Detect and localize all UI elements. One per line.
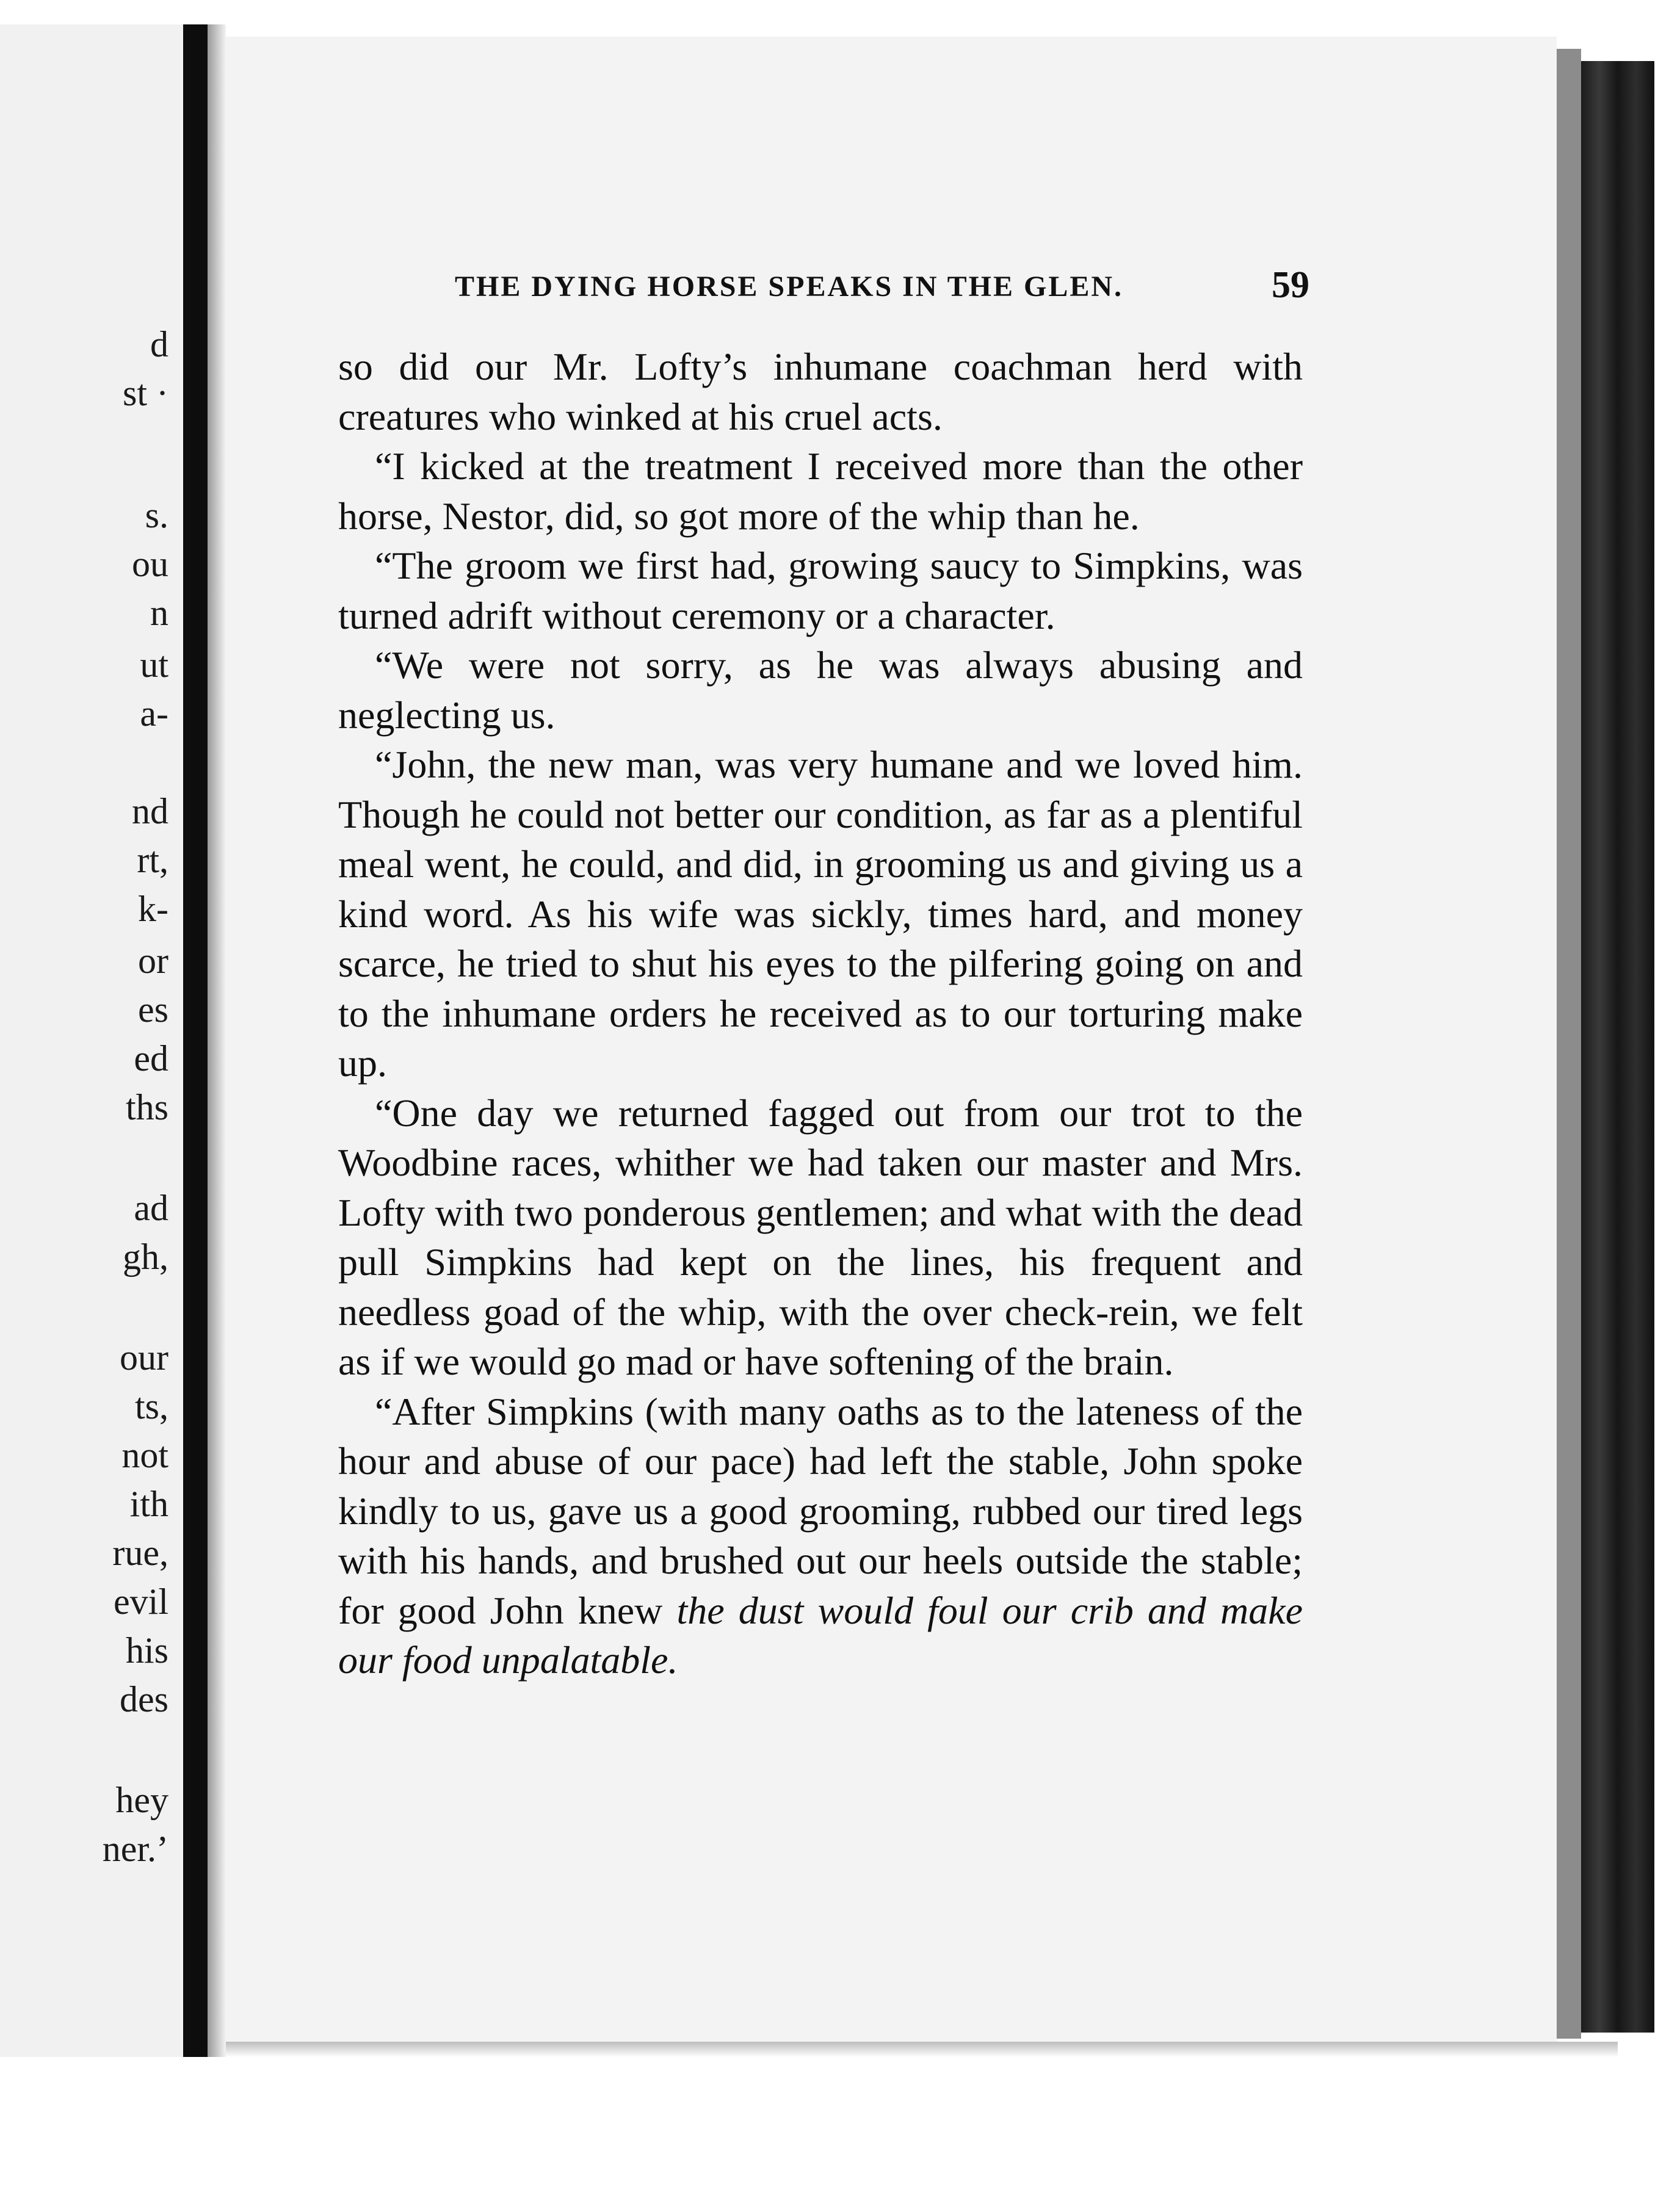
book-fore-edge: [1581, 61, 1654, 2033]
left-fragment: rue,: [112, 1533, 168, 1573]
left-fragment: nd: [132, 791, 168, 831]
left-fragment: s.: [145, 495, 168, 535]
left-fragment: ou: [132, 544, 168, 584]
paragraph: “We were not sorry, as he was always abusing and neglecting us.: [338, 643, 1303, 737]
left-fragment: ed: [134, 1038, 168, 1079]
page-bottom-shadow: [226, 2042, 1618, 2057]
left-fragment: ner.’: [102, 1829, 168, 1869]
left-fragment: ts,: [134, 1386, 168, 1426]
left-fragment: gh,: [123, 1237, 168, 1277]
paragraph-roman-text: “After Simpkins (with many oaths as to the lateness of the hour and abuse of our pace) had left the stable, John spoke kindly to us, gave us a good grooming, rubbed our tired legs with his hands, and brushed out our heels outside the stable; for good John knew: [338, 1389, 1303, 1632]
paragraph: “The groom we first had, growing saucy to Simpkins, was turned adrift without ceremony or a character.: [338, 544, 1303, 637]
gutter-shadow: [208, 24, 226, 2057]
left-fragment: d: [150, 324, 168, 364]
left-fragment: evil: [114, 1581, 168, 1622]
left-fragment: ths: [125, 1087, 168, 1127]
left-fragment: his: [125, 1630, 168, 1671]
left-fragment: des: [120, 1679, 168, 1719]
paragraph-last: [338, 1387, 1303, 1685]
left-fragment: es: [138, 989, 168, 1030]
left-fragment: our: [120, 1337, 168, 1378]
left-fragment: ad: [134, 1188, 168, 1228]
running-title: THE DYING HORSE SPEAKS IN THE GLEN.: [455, 270, 1124, 303]
left-fragment: ith: [129, 1484, 168, 1524]
left-fragment: ut: [140, 645, 168, 685]
left-fragment: n: [150, 593, 168, 633]
paragraph: “One day we returned fagged out from our trot to the Woodbine races, whither we had taken our master and Mrs. Lofty with two ponderous gentlemen; and what with the dead pull Simpkins had kept on the lines, his frequent and needless goad of the whip, with the over check-rein, we felt as if we would go mad or have softening of the brain.: [338, 1091, 1303, 1383]
left-fragment: k-: [138, 889, 168, 929]
paragraph-italic-text: the dust would foul our crib and make our food unpalatable.: [338, 1588, 1303, 1682]
left-fragment: hey: [115, 1780, 168, 1820]
left-fragment: a-: [140, 693, 168, 734]
paragraph: “John, the new man, was very humane and we loved him. Though he could not better our condition, as far as a plentiful meal went, he could, and did, in grooming us and giving us a kind word. As his wife was sickly, times hard, and money scarce, he tried to shut his eyes to the pilfering going on and to the inhumane orders he received as to our torturing make up.: [338, 743, 1303, 1085]
left-page-text-fragments: [0, 24, 183, 2057]
book-gutter: [183, 24, 208, 2057]
left-fragment: st ·: [123, 373, 168, 413]
left-fragment: or: [138, 941, 168, 981]
page-number: 59: [1272, 264, 1309, 306]
body-text: [338, 342, 1303, 1685]
running-head: [455, 264, 1309, 313]
paragraph: so did our Mr. Lofty’s inhumane coachman herd with creatures who winked at his cruel acts.: [338, 345, 1303, 438]
left-fragment: not: [121, 1435, 168, 1475]
left-fragment: rt,: [137, 840, 168, 880]
paragraph: “I kicked at the treatment I received more than the other horse, Nestor, did, so got more of the whip than he.: [338, 444, 1303, 538]
left-page: [0, 24, 183, 2057]
page-edge: [1557, 49, 1581, 2039]
